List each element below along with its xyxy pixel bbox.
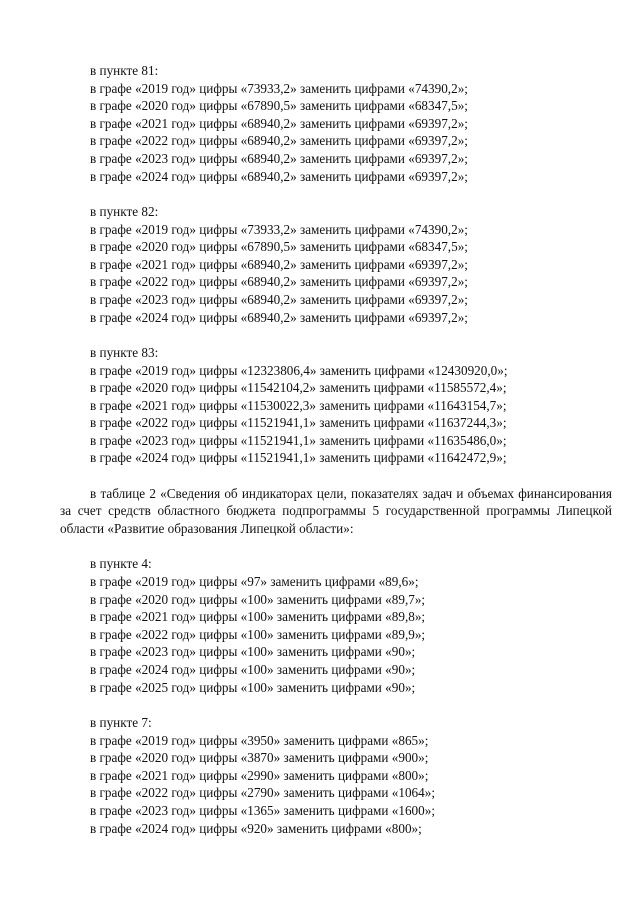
- spacer: [90, 326, 612, 344]
- section-heading: в пункте 82:: [90, 203, 159, 219]
- amendment-line: в графе «2021 год» цифры «11530022,3» заменить цифрами «11643154,7»;: [90, 397, 507, 413]
- amendment-line: в графе «2023 год» цифры «100» заменить цифрами «90»;: [90, 644, 416, 660]
- spacer: [90, 538, 612, 556]
- amendment-line: в графе «2022 год» цифры «2790» заменить цифрами «1064»;: [90, 785, 435, 801]
- amendment-line: в графе «2021 год» цифры «2990» заменить цифрами «800»;: [90, 767, 429, 783]
- amendment-line: в графе «2021 год» цифры «68940,2» заменить цифрами «69397,2»;: [90, 256, 468, 272]
- amendment-line: в графе «2023 год» цифры «1365» заменить цифрами «1600»;: [90, 802, 435, 818]
- amendment-line: в графе «2021 год» цифры «100» заменить цифрами «89,8»;: [90, 609, 426, 625]
- amendment-line: в графе «2025 год» цифры «100» заменить цифрами «90»;: [90, 679, 416, 695]
- amendment-line: в графе «2021 год» цифры «68940,2» заменить цифрами «69397,2»;: [90, 115, 468, 131]
- amendment-line: в графе «2019 год» цифры «12323806,4» заменить цифрами «12430920,0»;: [90, 362, 508, 378]
- table-2-paragraph: в таблице 2 «Сведения об индикаторах цели, показателях задач и объемах финансирования за счет средств областного бюджета подпрограммы 5 государственной программы Липецкой области «Развитие образования Липецкой области»:: [60, 485, 612, 537]
- amendment-line: в графе «2019 год» цифры «73933,2» заменить цифрами «74390,2»;: [90, 221, 468, 237]
- section-heading: в пункте 4:: [90, 556, 152, 572]
- amendment-line: в графе «2020 год» цифры «100» заменить цифрами «89,7»;: [90, 591, 426, 607]
- section-item-83: [90, 344, 612, 467]
- section-heading: в пункте 7:: [90, 714, 152, 730]
- amendment-line: в графе «2024 год» цифры «11521941,1» заменить цифрами «11642472,9»;: [90, 450, 507, 466]
- section-item-82: [90, 203, 612, 326]
- amendment-line: в графе «2019 год» цифры «73933,2» заменить цифрами «74390,2»;: [90, 80, 468, 96]
- amendment-line: в графе «2022 год» цифры «68940,2» заменить цифрами «69397,2»;: [90, 274, 468, 290]
- amendment-line: в графе «2019 год» цифры «3950» заменить цифрами «865»;: [90, 732, 429, 748]
- amendment-line: в графе «2022 год» цифры «68940,2» заменить цифрами «69397,2»;: [90, 133, 468, 149]
- amendment-line: в графе «2022 год» цифры «11521941,1» заменить цифрами «11637244,3»;: [90, 415, 507, 431]
- spacer: [90, 467, 612, 485]
- section-item-4: [90, 555, 612, 696]
- section-heading: в пункте 83:: [90, 344, 159, 360]
- amendment-line: в графе «2024 год» цифры «100» заменить цифрами «90»;: [90, 662, 416, 677]
- amendment-line: в графе «2022 год» цифры «100» заменить цифрами «89,9»;: [90, 626, 426, 642]
- amendment-line: в графе «2024 год» цифры «920» заменить цифрами «800»;: [90, 820, 422, 836]
- spacer: [90, 185, 612, 203]
- amendment-line: в графе «2023 год» цифры «68940,2» заменить цифрами «69397,2»;: [90, 150, 468, 166]
- amendment-line: в графе «2024 год» цифры «68940,2» заменить цифрами «69397,2»;: [90, 309, 468, 325]
- amendment-line: в графе «2023 год» цифры «68940,2» заменить цифрами «69397,2»;: [90, 291, 468, 307]
- amendment-line: в графе «2024 год» цифры «68940,2» заменить цифрами «69397,2»;: [90, 168, 468, 184]
- section-item-7: [90, 714, 612, 837]
- amendment-line: в графе «2020 год» цифры «67890,5» заменить цифрами «68347,5»;: [90, 98, 468, 114]
- amendment-line: в графе «2020 год» цифры «11542104,2» заменить цифрами «11585572,4»;: [90, 380, 507, 396]
- spacer: [90, 696, 612, 714]
- amendment-line: в графе «2019 год» цифры «97» заменить цифрами «89,6»;: [90, 574, 419, 590]
- section-heading: в пункте 81:: [90, 63, 159, 78]
- amendment-line: в графе «2023 год» цифры «11521941,1» заменить цифрами «11635486,0»;: [90, 432, 507, 448]
- amendment-line: в графе «2020 год» цифры «3870» заменить цифрами «900»;: [90, 750, 429, 766]
- document-page: [60, 62, 612, 837]
- amendment-line: в графе «2020 год» цифры «67890,5» заменить цифрами «68347,5»;: [90, 239, 468, 255]
- section-item-81: [90, 62, 612, 185]
